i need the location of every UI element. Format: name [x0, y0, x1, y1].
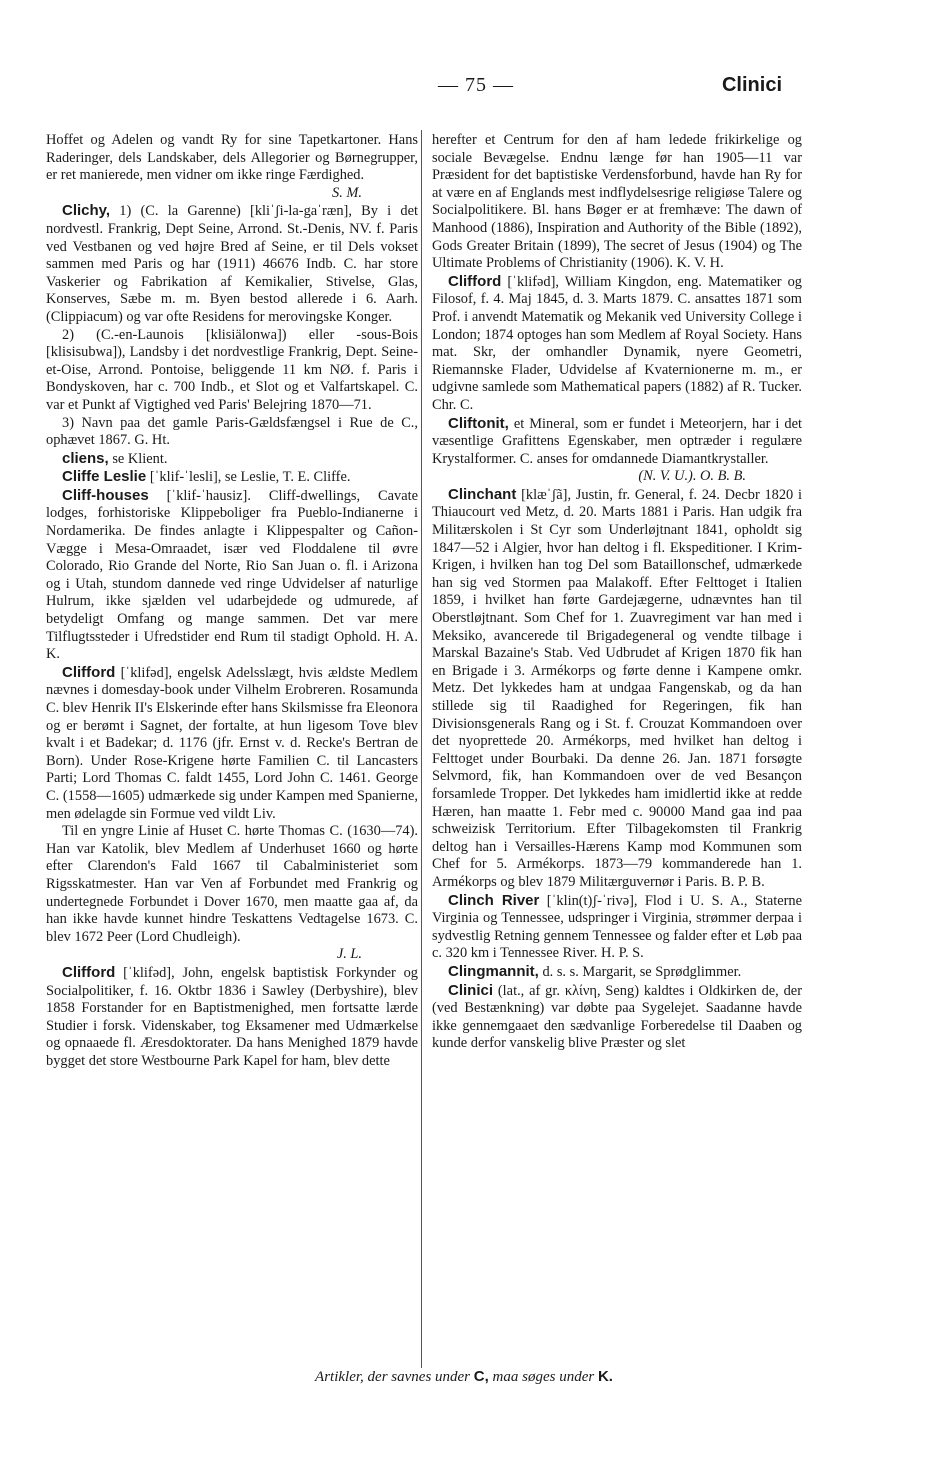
entry-headword: Cliff-houses — [62, 486, 149, 504]
paragraph — [46, 415, 418, 450]
left-column — [46, 132, 418, 1070]
entry-text: et Mineral, som er fundet i Meteorjern, har i det væsentlige Grafittens Egenskaber, men optræder i regulære Krystalformer. C. anses for omdannede Diamantkrystaller. — [432, 415, 802, 467]
entry-text: 3) Navn paa det gamle Paris-Gældsfængsel i Rue de C., ophævet 1867. G. Ht. — [46, 414, 418, 449]
entry-headword: Clifford — [62, 663, 116, 681]
footer-text-a: Artikler, der savnes under — [315, 1369, 474, 1385]
entry — [46, 202, 418, 326]
entry-text: se Klient. — [112, 450, 168, 467]
entry — [432, 273, 802, 415]
entry-headword: Cliffe Leslie — [62, 468, 147, 486]
entry-headword: Clifford — [448, 272, 502, 290]
running-head: Clinici — [721, 74, 782, 96]
entry-text: herefter et Centrum for den af ham ledede frikirkelige og sociale Bevægelse. Endnu længe før han 1905—11 var Præsident for det baptistiske Verdensforbund, havde han Ry for at være en af Englands mest indflydelsesrige religiøse Talere og Socialpolitikere. Bl. hans Bøger er at fremhæve: The dawn of Manhood (1886), Inspiration and Authority of the Bible (1892), Gods Greater Britain (1899), The secret of Jesus (1904) og The Ultimate Problems of Christianity (1906). K. V. H. — [432, 132, 802, 272]
footer-letter-c: C, — [473, 1368, 489, 1385]
entry-headword: Clinici — [448, 981, 494, 999]
signature: (N. V. U.). O. B. B. — [638, 468, 746, 485]
entry — [432, 486, 802, 892]
entry-headword: Clifford — [62, 963, 116, 981]
entry-text: Hoffet og Adelen og vandt Ry for sine Tapetkartoner. Hans Raderinger, dels Landskaber, dels Allegorier og Børnegrupper, er ret manierede, men vidner om ikke ringe Færdighed. — [46, 132, 418, 184]
entry-headword: Clinchant — [448, 485, 517, 503]
entry-text: [ˈklifəd], engelsk Adelsslægt, hvis ældste Medlem nævnes i domesday-book under Vilhelm Erobreren. Rosamunda C. blev Henrik II's Elskerinde efter hans Skilsmisse fra Eleonora og er berømt i Sagnet, der fortalte, at hun ligesom Tove blev kvalt i et Badekar; d. 1176 (jfr. Ernst v. d. Recke's Bertran de Born). Under Rose-Krigene hørte Familien C. til Lancasters Parti; Lord Thomas C. faldt 1455, Lord John C. 1461. George C. (1558—1605) udmærkede sig under Kampen med Spanierne, men ødelagde sin Formue ved vildt Liv. — [46, 664, 418, 822]
entry — [432, 892, 802, 963]
entry-text: [klæˈʃã], Justin, fr. General, f. 24. Decbr 1820 i Thiaucourt ved Metz, d. 20. Marts 1881 i Paris. Han udgik fra Militærskolen i St Cyr som Underløjtnant 1841, opholdt sig 1847—52 i Algier, hvor han deltog i fl. Ekspeditioner. I Krim-Krigen, i hvilken han tog Del som Bataillonschef, udmærkede han sig ved Stormen paa Malakoff. Efter Felttoget i Italien 1859, i hvilket han førte Gardejægerne, udnævntes han til Oberstløjtnant. Som Chef for 1. Zuavregiment var han med i Meksiko, avancerede til Brigadegeneral og vendte tilbage i Marskal Bazaine's Stab. Ved Udbrudet af Krigen 1870 fik han en Brigade i 3. Armékorps og førte denne i Kampene omkr. Metz. Det lykkedes ham at undgaa Fangenskab, og da han stillede sig til Raadighed for Regeringen, fik han Divisionsgenerals Rang og i St. f. Crouzat Kommandoen over det nyoprettede 20. Armékorps, med hvilket han deltog i Felttoget under Bourbaki. Da denne 26. Jan. 1871 forsøgte Selvmord, fik, han Kommandoen over de ved Besançon forsamlede Tropper. Det lykkedes ham imidlertid ikke at redde Hæren, han maatte 1. Febr med c. 90000 Mand gaa ind paa schweizisk Territorium. Efter Tilbagekomsten til Frankrig deltog han i Versailles-Hærens Kamp mod Kommunen som Chef for 5. Armékorps. 1873—79 kommanderede han 1. Armékorps og blev 1879 Militærguvernør i Paris. B. P. B. — [432, 486, 802, 890]
entry — [46, 487, 418, 664]
entry-headword: Clichy, — [62, 202, 111, 220]
signature: S. M. — [332, 184, 362, 201]
entry — [46, 664, 418, 823]
entry — [46, 964, 418, 1071]
footer-note — [0, 1368, 928, 1386]
paragraph — [46, 327, 418, 415]
entry — [432, 415, 802, 469]
paragraph — [46, 823, 418, 946]
paragraph — [46, 132, 418, 185]
entry-headword: Clinch River — [448, 891, 540, 909]
entry-text: [ˈklif-ˈlesli], se Leslie, T. E. Cliffe. — [149, 469, 351, 486]
entry — [432, 982, 802, 1053]
entry-text: [ˈklifəd], William Kingdon, eng. Matematiker og Filosof, f. 4. Maj 1845, d. 3. Marts 1879. C. ansattes 1871 som Prof. i anvendt Matematik og Mekanik ved University College i London; 1874 optoges han som Medlem af Royal Society. Hans mat. Skr, der omhandler Dynamik, nyere Geometri, Riemannske Flader, Udvidelse af Kvaternionerne m. m., er udgivne samlede som Mathematical papers (1882) af R. Tucker. Chr. C. — [432, 273, 802, 413]
entry-headword: Cliftonit, — [448, 414, 509, 432]
entry-text: Til en yngre Linie af Huset C. hørte Thomas C. (1630—74). Han var Katolik, blev Medlem af Underhuset 1660 og hørte efter Clarendon's Fald 1667 til Cabalministeriet som Rigsskatmester. Han var Ven af Forbundet med Frankrig og undertegnede Forbundet i Dover 1670, men maatte gaa af, da han ikke havde kunnet hindre Teskattens Vedtagelse 1673. C. blev 1672 Peer (Lord Chudleigh). — [46, 823, 418, 945]
right-column — [432, 132, 802, 1053]
entry-text: 1) (C. la Garenne) [kliˈʃi-la-gaˈræn], By i det nordvestl. Frankrig, Dept Seine, Arrond. St.-Denis, NV. f. Paris ved Vestbanen og ved højre Bred af Seine, er til Dels vokset sammen med Paris og har (1911) 46676 Indb. C. har store Vaskerier og Fabrikation af Kemikalier, Stivelse, Glas, Konserves, Sæbe m. m. Byen bestod allerede i 6. Aarh. (Clippiacum) og var ofte Residens for merovingske Konger. — [46, 203, 418, 325]
entry — [46, 468, 418, 487]
entry — [46, 450, 418, 469]
entry-headword: cliens, — [62, 449, 109, 467]
footer-text-b: maa søges under — [488, 1369, 598, 1385]
page-header — [46, 74, 782, 104]
entry-headword: Clingmannit, — [448, 962, 539, 980]
signature: J. L. — [336, 946, 362, 963]
entry — [432, 963, 802, 982]
entry-text: d. s. s. Margarit, se Sprødglimmer. — [542, 963, 742, 980]
column-divider — [421, 130, 422, 1368]
entry-text: [ˈklin(t)ʃ-ˈrivə], Flod i U. S. A., Staterne Virginia og Tennessee, udspringer i Virginia, strømmer derpaa i sydvestlig Retning gennem Tennessee og falder efter et Løb paa c. 320 km i Tennessee River. H. P. S. — [432, 892, 802, 962]
entry-text: [ˈklif-ˈhausiz]. Cliff-dwellings, Cavate lodges, forhistoriske Klippeboliger fra Pueblo-Indianerne i Nordamerika. De findes anlagte i Klippespalter og Cañon-Vægge i Mesa-Omraadet, især ved Floddalene til øvre Colorado, Rio Grande del Norte, Rio San Juan o. fl. i Arizona og i Utah, stundom dannede ved ringe Udvidelser af naturlige Hulrum, ikke sjælden vel udarbejdede og udmurede, af betydeligt Omfang og mange sammen. Det var mere Tilflugtssteder i Ufredstider end Rum til stadigt Ophold. H. A. K. — [46, 487, 418, 663]
paragraph — [432, 132, 802, 273]
entry-text: (lat., af gr. κλίνη, Seng) kaldtes i Oldkirken de, der (ved Bestænkning) var døbte paa Sygelejet. Saadanne havde ikke gennemgaaet den sædvanlige Forberedelse til Daaben og kunde derfor vanskelig blive Præster og slet — [432, 982, 802, 1052]
footer-letter-k: K. — [597, 1368, 613, 1385]
entry-text: 2) (C.-en-Launois [klisiälonwa]) eller -sous-Bois [klisisubwa]), Landsby i det nordvestlige Frankrig, Dept. Seine-et-Oise, Arrond. Pontoise, beliggende 11 km NØ. f. Paris i Bondyskoven, har c. 700 Indb., et Slot og et Valfartskapel. C. var et Punkt af Vigtighed ved Paris' Belejring 1870—71. — [46, 326, 418, 413]
page-number: — 75 — — [438, 74, 514, 96]
entry-text: [ˈklifəd], John, engelsk baptistisk Forkynder og Socialpolitiker, f. 16. Oktbr 1836 i Sawley (Derbyshire), blev 1858 Forstander for en Baptistmenighed, men fortsatte lærde Studier i forsk. Videnskaber, tog Eksamener med Udmærkelse og opnaaede fl. Æresdoktorater. Da hans Menighed 1879 havde bygget det store Westbourne Park Kapel for ham, blev dette — [46, 964, 418, 1069]
